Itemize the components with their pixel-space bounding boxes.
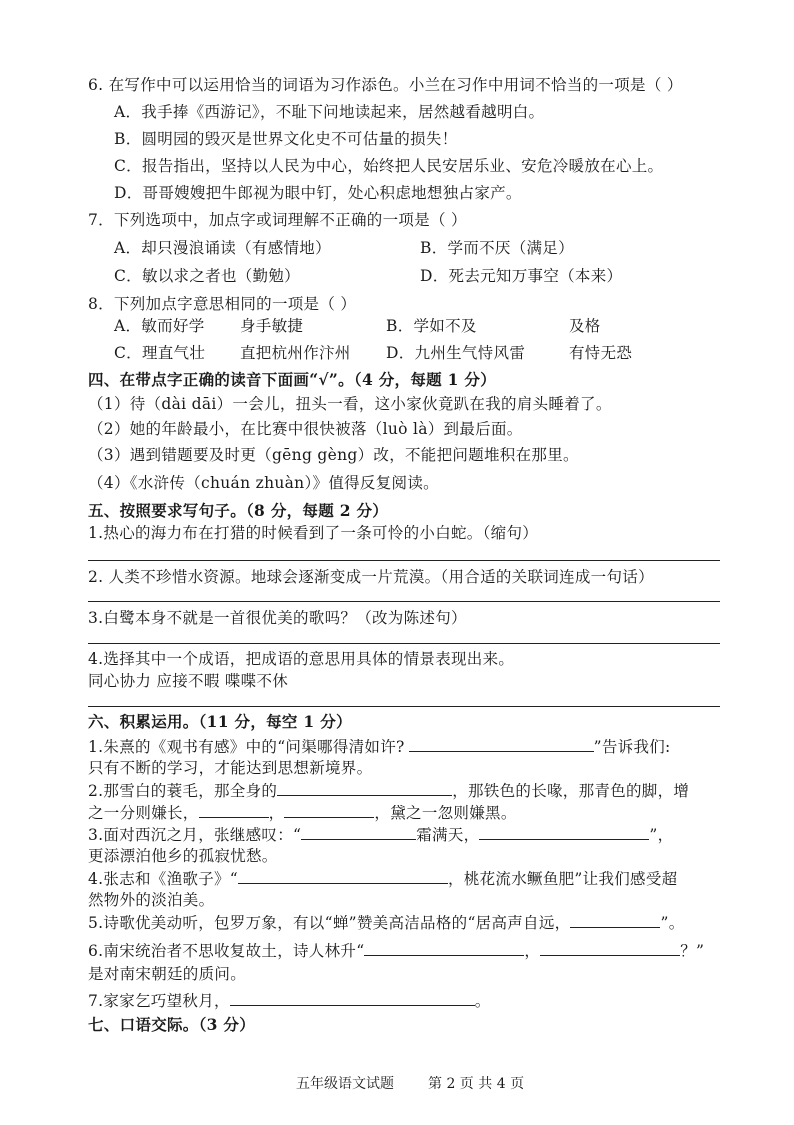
section6-q5	[88, 911, 685, 934]
q6-stem: 6. 在写作中可以运用恰当的词语为习作添色。小兰在习作中用词不恰当的一项是（ ）	[88, 76, 683, 94]
section6-q6-line1	[88, 939, 704, 962]
q4-text-b: ，桃花流水鳜鱼肥”让我们感受超	[448, 870, 678, 888]
q7-text-a: 7.家家乞巧望秋月，	[88, 992, 230, 1010]
section6-q3-line2: 更添漂泊他乡的孤寂忧愁。	[88, 847, 278, 865]
section5-item-4: 4.选择其中一个成语，把成语的意思用具体的情景表现出来。	[88, 650, 515, 668]
q6-text-a: 6.南宋统治者不思收复故土，诗人林升“	[88, 942, 365, 960]
section4-heading: 四、在带点字正确的读音下面画“√”。（4 分，每题 1 分）	[88, 370, 497, 389]
q2-blank-3[interactable]	[284, 801, 374, 818]
q1-blank[interactable]	[409, 735, 594, 752]
section4-item-1: （1）待（dài dāi）一会儿，扭头一看，这小家伙竟趴在我的肩头睡着了。	[88, 395, 612, 413]
section6-q2-line2	[88, 801, 517, 824]
q1-text-b: ”告诉我们:	[593, 738, 671, 756]
answer-line-3[interactable]	[88, 643, 720, 644]
q8-row1-b2: 及格	[569, 317, 601, 335]
footer-page-number: 第 2 页 共 4 页	[428, 1076, 525, 1092]
q2-text-d: ，	[268, 804, 285, 822]
q5-text-a: 5.诗歌优美动听，包罗万象，有以“蝉”赞美高洁品格的“居高声自远，	[88, 914, 571, 932]
q5-blank[interactable]	[570, 911, 660, 928]
q6-text-b: ，	[524, 942, 541, 960]
section6-q6-line2: 是对南宋朝廷的质问。	[88, 965, 247, 983]
q2-text-c: 之一分则嫌长，	[88, 804, 199, 822]
q6-blank-1[interactable]	[364, 939, 524, 956]
q8-row1-b: B．学如不及	[386, 317, 477, 335]
section6-q7	[88, 989, 491, 1012]
q3-text-a: 3.面对西沉之月，张继感叹：“	[88, 826, 302, 844]
q5-text-b: ”。	[660, 914, 685, 932]
answer-line-4[interactable]	[88, 706, 720, 707]
q8-row2-d: D．九州生气恃风雷	[386, 344, 526, 362]
q7-option-c: C．敏以求之者也（勤勉）	[114, 267, 300, 285]
section6-q1-line1	[88, 735, 671, 758]
q7-option-b: B．学而不厌（满足）	[420, 239, 574, 257]
section5-heading: 五、按照要求写句子。（8 分，每题 2 分）	[88, 501, 389, 520]
q8-row1-a2: 身手敏捷	[240, 317, 304, 335]
q7-option-d: D．死去元知万事空（本来）	[420, 267, 623, 285]
section4-item-2: （2）她的年龄最小，在比赛中很快被落（luò là）到最后面。	[88, 420, 523, 438]
section6-q2-line1	[88, 779, 689, 802]
section6-q3-line1	[88, 823, 673, 846]
q8-row1-a: A．敏而好学	[114, 317, 205, 335]
section7-heading: 七、口语交际。（3 分）	[88, 1015, 256, 1034]
q8-row2-d2: 有恃无恐	[569, 344, 633, 362]
q2-text-a: 2.那雪白的蓑毛，那全身的	[88, 782, 278, 800]
q1-text-a: 1.朱熹的《观书有感》中的“问渠哪得清如许?	[88, 738, 405, 756]
section5-item-2: 2. 人类不珍惜水资源。地球会逐渐变成一片荒漠。（用合适的关联词连成一句话）	[88, 568, 654, 586]
q6-text-c: ？”	[680, 942, 705, 960]
q2-blank-2[interactable]	[199, 801, 269, 818]
section4-item-3: （3）遇到错题要及时更（gēng gèng）改，不能把问题堆积在那里。	[88, 446, 579, 464]
section5-item-1: 1.热心的海力布在打猎的时候看到了一条可怜的小白蛇。（缩句）	[88, 524, 539, 542]
q4-text-a: 4.张志和《渔歌子》“	[88, 870, 239, 888]
footer-title: 五年级语文试题	[296, 1076, 394, 1092]
answer-line-2[interactable]	[88, 601, 720, 602]
section6-q1-line2: 只有不断的学习，才能达到思想新境界。	[88, 759, 373, 777]
section5-idioms: 同心协力 应接不暇 喋喋不休	[88, 672, 289, 690]
q3-blank-1[interactable]	[301, 823, 416, 840]
q6-option-a: A．我手捧《西游记》，不耻下问地读起来，居然越看越明白。	[114, 103, 545, 121]
q2-blank-1[interactable]	[277, 779, 452, 796]
q2-text-b: ，那铁色的长喙，那青色的脚，增	[452, 782, 690, 800]
q7-stem: 7．下列选项中，加点字或词理解不正确的一项是（ ）	[88, 211, 467, 229]
q6-option-b: B．圆明园的毁灭是世界文化史不可估量的损失！	[114, 130, 458, 148]
q3-text-b: 霜满天，	[416, 826, 480, 844]
section5-item-3: 3.白鹭本身不就是一首很优美的歌吗？（改为陈述句）	[88, 609, 467, 627]
q8-row2-c2: 直把杭州作汴州	[240, 344, 351, 362]
q6-option-d: D．哥哥嫂嫂把牛郎视为眼中钉，处心积虑地想独占家产。	[114, 184, 522, 202]
q7-text-b: 。	[474, 992, 491, 1010]
section6-heading: 六、积累运用。（11 分，每空 1 分）	[88, 712, 352, 731]
q8-row2-c: C．理直气壮	[114, 344, 206, 362]
q6-blank-2[interactable]	[540, 939, 680, 956]
q3-blank-2[interactable]	[479, 823, 649, 840]
section6-q4-line1	[88, 867, 677, 890]
q2-text-e: ，黛之一忽则嫌黑。	[374, 804, 517, 822]
section6-q4-line2: 然物外的淡泊美。	[88, 891, 215, 909]
q7-option-a: A．却只漫浪诵读（有感情地）	[114, 239, 331, 257]
q4-blank[interactable]	[238, 867, 448, 884]
q7-blank[interactable]	[230, 989, 475, 1006]
q3-text-c: ”，	[649, 826, 674, 844]
q8-stem: 8．下列加点字意思相同的一项是（ ）	[88, 295, 357, 313]
section4-item-4: （4）《水浒传（chuán zhuàn）》值得反复阅读。	[88, 474, 439, 492]
answer-line-1[interactable]	[88, 560, 720, 561]
q6-option-c: C．报告指出，坚持以人民为中心，始终把人民安居乐业、安危冷暖放在心上。	[114, 157, 664, 175]
